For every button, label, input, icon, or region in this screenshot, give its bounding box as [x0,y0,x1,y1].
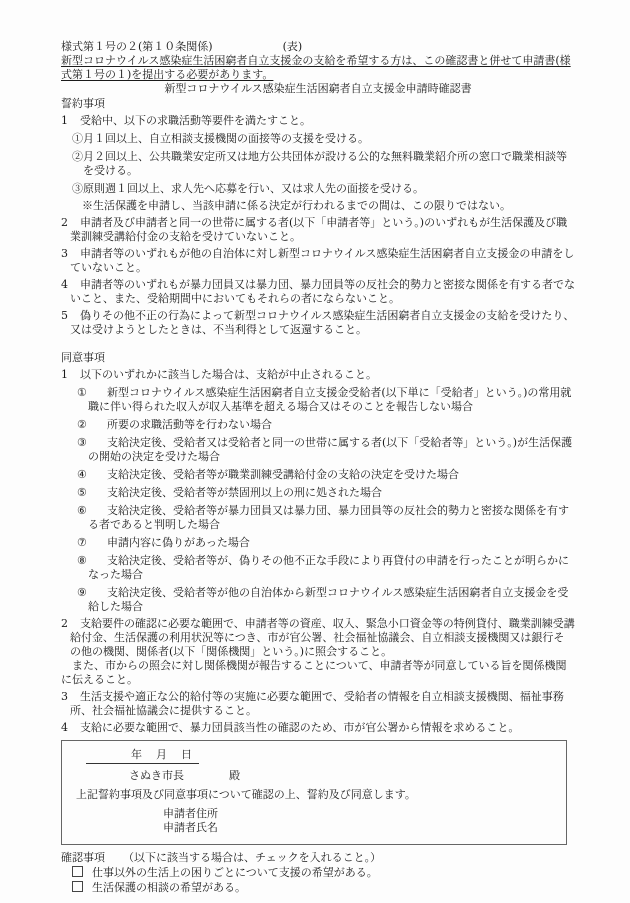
pledge-item-3 [61,247,575,275]
month-label: 月 [156,748,167,761]
side-label: (表) [282,40,303,53]
consent-item-2 [61,617,575,659]
honorific-label: 殿 [229,769,240,782]
circled-number: ② [77,418,87,431]
confirmation-instruction: （以下に該当する場合は、チェックを入れること。） [123,851,382,864]
circled-number: ③ [77,436,87,449]
subitem-text: 新型コロナウイルス感染症生活困窮者自立支援金受給者(以下単に「受給者」という。)の常用就職に伴い得られた収入が収入基準を超える場合又はそのことを報告しない場合 [88,386,572,413]
consent-item-2-continuation: また、市からの照会に対し関係機関が報告することについて、申請者等が同意している旨を関係機関に伝えること。 [61,659,567,686]
item-text: 申請者等のいずれもが暴力団員又は暴力団、暴力団員等の反社会的勢力と密接な関係を有する者でないこと、また、受給期間中においてもそれらの者にならないこと。 [70,278,575,305]
item-text: 支給要件の確認に必要な範囲で、申請者等の資産、収入、緊急小口資金等の特例貸付、職業訓練受講給付金、生活保護の利用状況等につき、市が官公署、社会福祉協議会、自立相談支援機関又は銀行その他の機関、関係者(以下「関係機関」という。)に照会すること。 [70,617,575,658]
signature-box [61,740,567,845]
item-number: 3 [61,690,68,703]
item-text: 申請者等のいずれもが他の自治体に対し新型コロナウイルス感染症生活困窮者自立支援金の申請をしていないこと。 [70,247,575,274]
consent-subitem-9 [77,586,575,614]
item-number: 4 [61,278,68,291]
consent-subitem-5 [77,486,575,500]
subitem-text: 所要の求職活動等を行わない場合 [107,418,272,431]
date-underline-blank[interactable] [86,748,199,764]
pledge-note: ※生活保護を申請し、当該申請に係る決定が行われるまでの間は、この限りではない。 [82,199,511,212]
circled-number: ⑥ [77,504,87,517]
subitem-text: 支給決定後、受給者又は受給者と同一の世帯に属する者(以下「受給者等」という。)が生活保護の開始の決定を受けた場合 [88,436,573,463]
consent-item-1 [61,368,575,382]
circled-number: ④ [77,468,87,481]
subitem-text: 支給決定後、受給者等が、偽りその他不正な手段により再貸付の申請を行ったことが明らかになった場合 [88,554,569,581]
pledge-subitem-1: ①月１回以上、自立相談支援機関の面接等の支援を受ける。 [72,132,369,145]
subitem-text: 支給決定後、受給者等が暴力団員又は暴力団、暴力団員等の反社会的勢力と密接な関係を有する者であると判明した場合 [88,504,569,531]
pledge-heading: 誓約事項 [61,97,105,110]
item-text: 生活支援や適正な公的給付等の実施に必要な範囲で、受給者の情報を自立相談支援機関、福祉事務所、社会福祉協議会に提供すること。 [70,690,564,717]
applicant-address-label: 申請者住所 [163,807,218,820]
day-label: 日 [181,748,192,761]
subitem-text: 支給決定後、受給者等が他の自治体から新型コロナウイルス感染症生活困窮者自立支援金を受給した場合 [88,586,569,613]
consent-heading: 同意事項 [61,351,105,364]
circled-number: ⑨ [77,586,87,599]
consent-subitem-4 [77,468,575,482]
form-header-line [61,40,575,54]
addressee-line [129,769,566,783]
consent-subitem-2 [77,418,575,432]
consent-item-3 [61,690,575,718]
circled-number: ⑧ [77,554,87,567]
item-number: 2 [61,617,68,630]
consent-subitem-6 [77,504,575,532]
consent-item-4 [61,721,575,735]
pledge-subitem-2: ②月２回以上、公共職業安定所又は地方公共団体が設ける公的な無料職業紹介所の窓口で職業相談等を受ける。 [72,150,567,177]
pledge-item-4 [61,278,575,306]
pledge-item-5 [61,309,575,337]
section-spacer [61,337,575,350]
consent-subitem-8 [77,554,575,582]
confirmation-heading-line [61,851,575,865]
applicant-name-label: 申請者氏名 [163,821,218,834]
checkbox-item-1 [72,866,575,880]
circled-number: ① [77,386,87,399]
subitem-text: 申請内容に偽りがあった場合 [107,536,250,549]
addressee-label: さぬき市長 [129,769,184,782]
checkbox[interactable] [72,866,83,877]
checkbox[interactable] [72,881,83,892]
item-number: 5 [61,309,68,322]
checkbox-item-2 [72,881,575,895]
notice-text: 新型コロナウイルス感染症生活困窮者自立支援金の支給を希望する方は、この確認書と併せて申請書(様式第１号の１)を提出する必要があります。 [61,54,571,81]
item-number: 4 [61,721,68,734]
item-text: 以下のいずれかに該当した場合は、支給が中止されること。 [80,368,377,381]
pledge-subitem-3: ③原則週１回以上、求人先へ応募を行い、又は求人先の面接を受ける。 [72,182,424,195]
pledge-statement: 上記誓約事項及び同意事項について確認の上、誓約及び同意します。 [76,788,416,801]
subitem-text: 支給決定後、受給者等が禁固刑以上の刑に処された場合 [107,486,382,499]
consent-subitem-7 [77,536,575,550]
item-text: 申請者及び申請者と同一の世帯に属する者(以下「申請者等」という。)のいずれもが生活保護及び職業訓練受講給付金の支給を受けていないこと。 [70,216,568,243]
date-line [86,748,566,764]
pledge-item-2 [61,216,575,244]
item-text: 受給中、以下の求職活動等要件を満たすこと。 [80,114,311,127]
consent-subitem-3 [77,436,575,464]
item-text: 支給に必要な範囲で、暴力団員該当性の確認のため、市が官公署から情報を求めること。 [80,721,520,734]
subitem-text: 支給決定後、受給者等が職業訓練受講給付金の支給の決定を受けた場合 [107,468,459,481]
year-label: 年 [131,748,142,761]
checkbox-label: 生活保護の相談の希望がある。 [92,881,246,894]
form-number-label: 様式第１号の２(第１０条関係) [61,40,213,53]
item-number: 1 [61,114,68,127]
checkbox-label: 仕事以外の生活上の困りごとについて支援の希望がある。 [92,866,378,879]
item-number: 1 [61,368,68,381]
document-title: 新型コロナウイルス感染症生活困窮者自立支援金申請時確認書 [164,82,472,95]
item-number: 2 [61,216,68,229]
item-number: 3 [61,247,68,260]
circled-number: ⑦ [77,536,87,549]
confirmation-heading: 確認事項 [61,851,105,864]
circled-number: ⑤ [77,486,87,499]
consent-subitem-1 [77,386,575,414]
pledge-item-1 [61,114,575,128]
item-text: 偽りその他不正の行為によって新型コロナウイルス感染症生活困窮者自立支援金の支給を受けたり、又は受けようとしたときは、不当利得として返還すること。 [70,309,575,336]
